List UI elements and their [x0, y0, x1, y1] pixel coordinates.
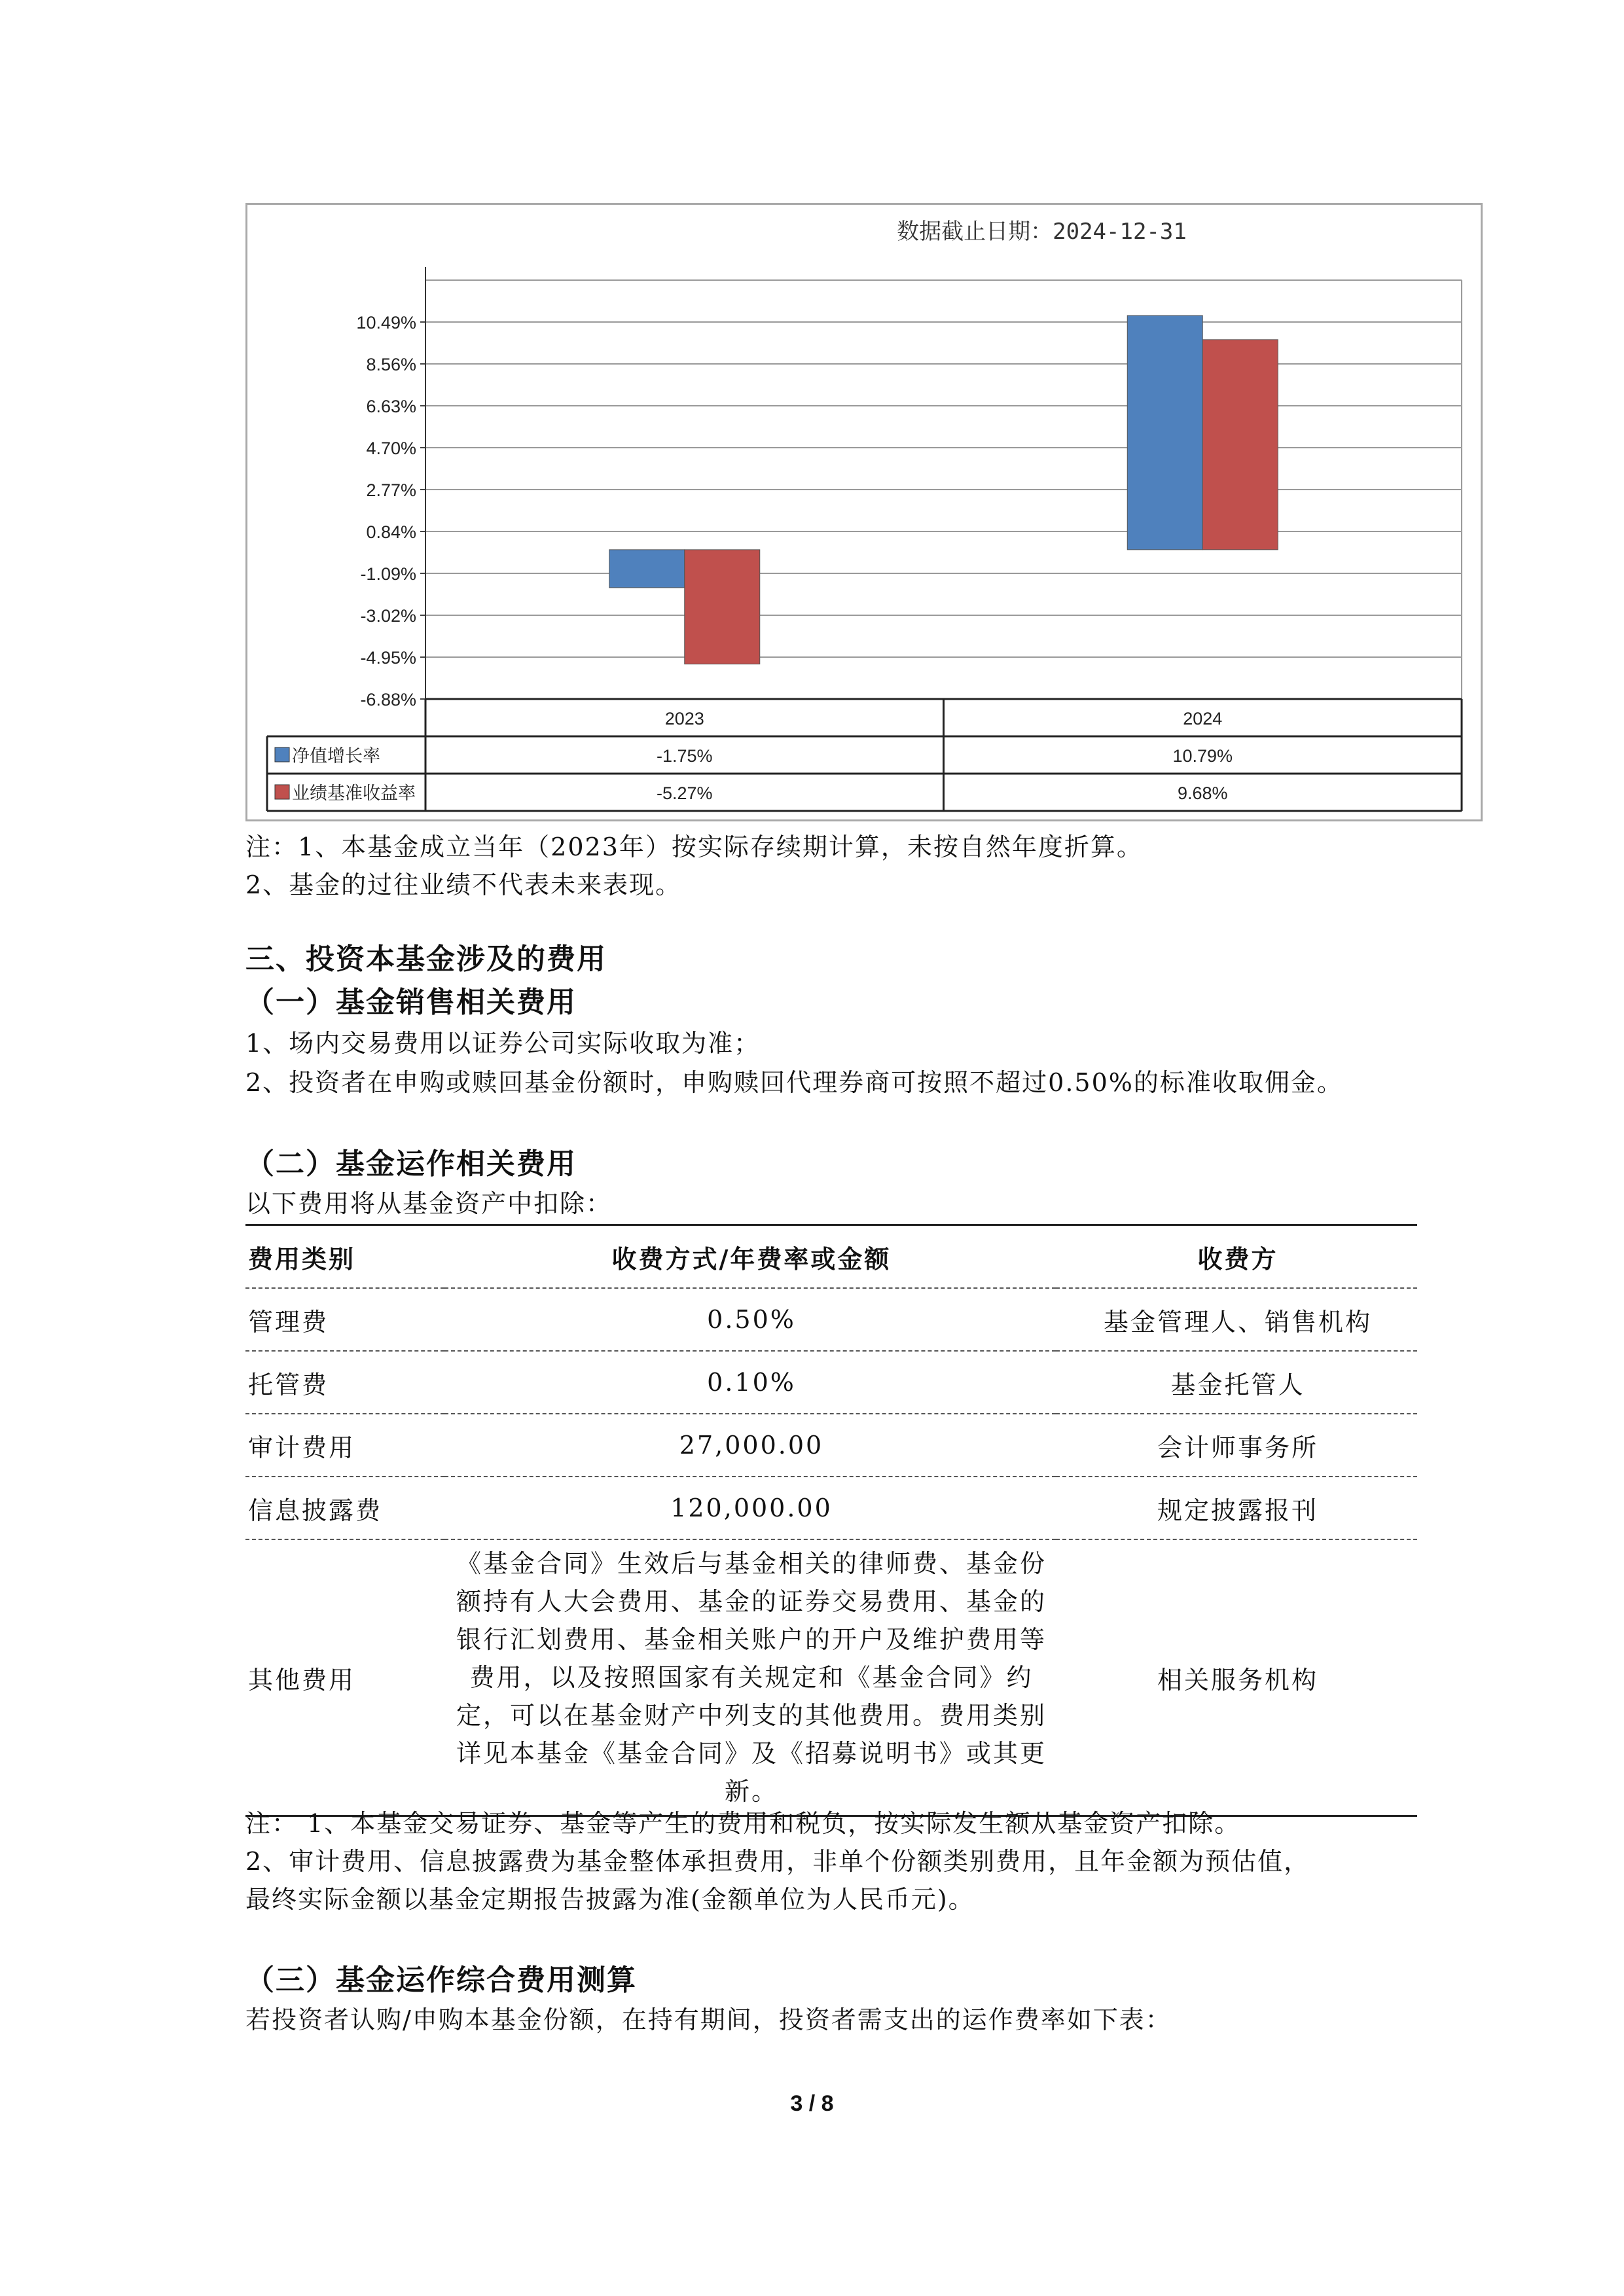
- y-tick-label: 8.56%: [366, 355, 416, 374]
- subsection-2-title: （二）基金运作相关费用: [245, 1147, 577, 1181]
- fee-category: 托管费: [248, 1370, 329, 1399]
- y-tick-label: -4.95%: [360, 648, 416, 668]
- data-label: 10.79%: [1172, 746, 1233, 766]
- y-tick-label: 6.63%: [366, 397, 416, 416]
- y-tick-label: 2.77%: [366, 480, 416, 500]
- table-row: [245, 1414, 1417, 1477]
- fee-category: 审计费用: [248, 1433, 356, 1462]
- fee-category: 信息披露费: [248, 1496, 383, 1525]
- header-category: 费用类别: [248, 1244, 356, 1274]
- fee-amount: 0.50%: [707, 1305, 796, 1334]
- data-label: -1.75%: [656, 746, 713, 766]
- subsection-3-intro: 若投资者认购/申购本基金份额，在持有期间，投资者需支出的运作费率如下表：: [245, 2005, 1172, 2034]
- legend-label-nav-growth: 净值增长率: [292, 746, 380, 766]
- table-row: [245, 1288, 1417, 1351]
- bar-nav-growth-2023: [609, 550, 685, 588]
- fee-amount: 0.10%: [707, 1368, 796, 1397]
- chart-note-2: 2、基金的过往业绩不代表未来表现。: [245, 870, 682, 899]
- y-tick-label: -1.09%: [360, 564, 416, 584]
- y-tick-label: 10.49%: [356, 313, 416, 332]
- fee-note-3: 最终实际金额以基金定期报告披露为准(金额单位为人民币元)。: [245, 1885, 975, 1914]
- y-tick-label: -3.02%: [360, 606, 416, 626]
- subsection-3-title: （三）基金运作综合费用测算: [245, 1964, 637, 1997]
- data-label: -5.27%: [656, 783, 713, 803]
- fee-amount: [444, 1539, 1056, 1816]
- table-row: [245, 1477, 1417, 1539]
- chart-canvas: [247, 205, 1481, 819]
- fee-payee: 会计师事务所: [1157, 1433, 1318, 1462]
- y-tick-label: 0.84%: [366, 522, 416, 542]
- x-category-label: 2024: [1183, 709, 1223, 728]
- fee-payee: 规定披露报刊: [1157, 1496, 1318, 1525]
- bar-benchmark-2024: [1202, 340, 1278, 550]
- subsection-1-title: （一）基金销售相关费用: [245, 986, 577, 1019]
- bar-nav-growth-2024: [1127, 315, 1202, 550]
- fee-payee: 基金托管人: [1170, 1370, 1305, 1399]
- header-payee: 收费方: [1197, 1244, 1278, 1274]
- legend-swatch-benchmark: [275, 785, 289, 799]
- data-label: 9.68%: [1177, 783, 1228, 803]
- y-tick-label: 4.70%: [366, 439, 416, 458]
- chart-title: 数据截止日期：2024-12-31: [897, 219, 1187, 245]
- fee-note-2: 2、审计费用、信息披露费为基金整体承担费用，非单个份额类别费用，且年金额为预估值，: [245, 1847, 1310, 1876]
- fee-table: [245, 1224, 1417, 1817]
- fee-payee: 相关服务机构: [1157, 1665, 1318, 1695]
- sales-fee-item-1: 1、场内交易费用以证券公司实际收取为准；: [245, 1029, 761, 1058]
- fee-amount: 27,000.00: [679, 1431, 824, 1460]
- legend-label-benchmark: 业绩基准收益率: [292, 783, 416, 803]
- fee-table-header: [245, 1225, 1417, 1289]
- bar-benchmark-2023: [685, 550, 760, 664]
- sales-fee-item-2: 2、投资者在申购或赎回基金份额时，申购赎回代理券商可按照不超过0.50%的标准收取佣金。: [245, 1068, 1343, 1097]
- fee-category: 管理费: [248, 1307, 329, 1336]
- fee-note-1: 注： 1、本基金交易证券、基金等产生的费用和税负，按实际发生额从基金资产扣除。: [245, 1809, 1241, 1838]
- fee-payee: 基金管理人、销售机构: [1103, 1307, 1372, 1336]
- chart-note-1: 注：1、本基金成立当年（2023年）按实际存续期计算，未按自然年度折算。: [245, 833, 1143, 861]
- x-category-label: 2023: [664, 709, 704, 728]
- fee-table-intro: 以下费用将从基金资产中扣除：: [245, 1189, 613, 1218]
- fee-category: 其他费用: [248, 1665, 356, 1695]
- y-tick-label: -6.88%: [360, 690, 416, 709]
- table-row: [245, 1351, 1417, 1414]
- table-row: [245, 1539, 1417, 1816]
- fee-amount: 120,000.00: [670, 1494, 833, 1522]
- performance-chart: [245, 203, 1483, 821]
- section-title: 三、投资本基金涉及的费用: [245, 942, 607, 976]
- header-method: 收费方式/年费率或金额: [611, 1244, 892, 1274]
- other-fee-description: 《基金合同》生效后与基金相关的律师费、基金份额持有人大会费用、基金的证券交易费用、基金的银行汇划费用、基金相关账户的开户及维护费用等费用，以及按照国家有关规定和《基金合同》约定，可以在基金财产中列支的其他费用。费用类别详见本基金《基金合同》及《招募说明书》或其更新。: [456, 1549, 1047, 1806]
- page-number: 3 / 8: [790, 2091, 834, 2116]
- legend-swatch-nav-growth: [275, 747, 289, 762]
